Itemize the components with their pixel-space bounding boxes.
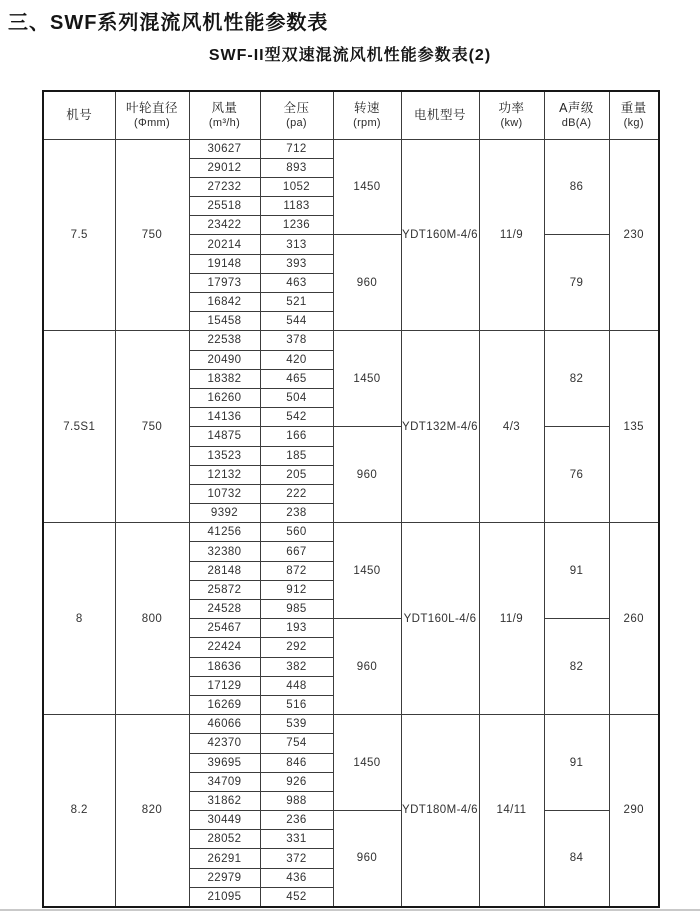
airflow-cell: 29012 [189,158,260,177]
noise-level-cell: 84 [544,811,609,907]
page-edge-shadow [0,909,700,911]
airflow-cell: 20214 [189,235,260,254]
airflow-cell: 20490 [189,350,260,369]
impeller-diameter-cell: 820 [115,715,189,907]
impeller-diameter-cell: 750 [115,139,189,331]
airflow-cell: 25467 [189,619,260,638]
header-label: 叶轮直径 [125,101,178,116]
airflow-cell: 21095 [189,887,260,906]
noise-level-cell: 76 [544,427,609,523]
total-pressure-cell: 382 [260,657,333,676]
header-label: 机号 [66,108,93,123]
airflow-cell: 41256 [189,523,260,542]
total-pressure-cell: 667 [260,542,333,561]
header-row [43,91,659,139]
total-pressure-cell: 1236 [260,216,333,235]
motor-model-cell: YDT160L-4/6 [401,523,479,715]
header-airflow [189,91,260,139]
header-power [479,91,544,139]
header-label: 全压 [283,101,310,116]
total-pressure-cell: 452 [260,887,333,906]
header-unit: (rpm) [353,117,381,130]
total-pressure-cell: 420 [260,350,333,369]
airflow-cell: 15458 [189,312,260,331]
power-cell: 14/11 [479,715,544,907]
motor-model-cell: YDT180M-4/6 [401,715,479,907]
total-pressure-cell: 166 [260,427,333,446]
total-pressure-cell: 393 [260,254,333,273]
header-speed [333,91,401,139]
header-label: 风量 [211,101,238,116]
model-cell: 8 [43,523,115,715]
header-model [43,91,115,139]
airflow-cell: 19148 [189,254,260,273]
table-row [43,331,659,350]
weight-cell: 260 [609,523,659,715]
total-pressure-cell: 448 [260,676,333,695]
total-pressure-cell: 436 [260,868,333,887]
airflow-cell: 22979 [189,868,260,887]
weight-cell: 135 [609,331,659,523]
speed-cell: 1450 [333,523,401,619]
airflow-cell: 14875 [189,427,260,446]
speed-cell: 960 [333,235,401,331]
fan-performance-table [42,90,660,908]
table-row [43,523,659,542]
total-pressure-cell: 985 [260,600,333,619]
total-pressure-cell: 313 [260,235,333,254]
airflow-cell: 28052 [189,830,260,849]
airflow-cell: 22538 [189,331,260,350]
airflow-cell: 39695 [189,753,260,772]
weight-cell: 230 [609,139,659,331]
speed-cell: 960 [333,811,401,907]
total-pressure-cell: 504 [260,388,333,407]
noise-level-cell: 91 [544,715,609,811]
table-row [43,715,659,734]
header-unit: (Φmm) [134,117,170,130]
impeller-diameter-cell: 800 [115,523,189,715]
airflow-cell: 24528 [189,600,260,619]
header-total-pressure [260,91,333,139]
header-label: 转速 [353,101,380,116]
total-pressure-cell: 1183 [260,197,333,216]
total-pressure-cell: 331 [260,830,333,849]
header-unit: (pa) [286,117,307,130]
noise-level-cell: 79 [544,235,609,331]
airflow-cell: 17129 [189,676,260,695]
total-pressure-cell: 463 [260,273,333,292]
total-pressure-cell: 542 [260,408,333,427]
noise-level-cell: 82 [544,619,609,715]
total-pressure-cell: 378 [260,331,333,350]
airflow-cell: 25518 [189,197,260,216]
speed-cell: 960 [333,427,401,523]
airflow-cell: 32380 [189,542,260,561]
airflow-cell: 28148 [189,561,260,580]
header-impeller-diameter [115,91,189,139]
total-pressure-cell: 893 [260,158,333,177]
airflow-cell: 9392 [189,504,260,523]
airflow-cell: 16269 [189,695,260,714]
total-pressure-cell: 846 [260,753,333,772]
total-pressure-cell: 872 [260,561,333,580]
model-cell: 7.5 [43,139,115,331]
speed-cell: 1450 [333,715,401,811]
header-unit: (kw) [500,117,523,130]
model-cell: 7.5S1 [43,331,115,523]
noise-level-cell: 91 [544,523,609,619]
table-row [43,139,659,158]
airflow-cell: 10732 [189,484,260,503]
header-label: 电机型号 [413,108,466,123]
power-cell: 11/9 [479,139,544,331]
total-pressure-cell: 544 [260,312,333,331]
total-pressure-cell: 1052 [260,177,333,196]
total-pressure-cell: 539 [260,715,333,734]
total-pressure-cell: 912 [260,580,333,599]
airflow-cell: 46066 [189,715,260,734]
airflow-cell: 18636 [189,657,260,676]
motor-model-cell: YDT160M-4/6 [401,139,479,331]
total-pressure-cell: 560 [260,523,333,542]
noise-level-cell: 82 [544,331,609,427]
airflow-cell: 13523 [189,446,260,465]
airflow-cell: 30449 [189,811,260,830]
airflow-cell: 22424 [189,638,260,657]
speed-cell: 1450 [333,331,401,427]
page-title: 三、SWF系列混流风机性能参数表 [8,12,329,34]
total-pressure-cell: 238 [260,504,333,523]
header-weight [609,91,659,139]
total-pressure-cell: 193 [260,619,333,638]
total-pressure-cell: 754 [260,734,333,753]
airflow-cell: 12132 [189,465,260,484]
airflow-cell: 17973 [189,273,260,292]
airflow-cell: 14136 [189,408,260,427]
airflow-cell: 16842 [189,293,260,312]
total-pressure-cell: 926 [260,772,333,791]
total-pressure-cell: 236 [260,811,333,830]
total-pressure-cell: 465 [260,369,333,388]
airflow-cell: 23422 [189,216,260,235]
weight-cell: 290 [609,715,659,907]
total-pressure-cell: 292 [260,638,333,657]
airflow-cell: 18382 [189,369,260,388]
airflow-cell: 30627 [189,139,260,158]
total-pressure-cell: 516 [260,695,333,714]
header-noise-level [544,91,609,139]
airflow-cell: 31862 [189,791,260,810]
model-cell: 8.2 [43,715,115,907]
total-pressure-cell: 372 [260,849,333,868]
airflow-cell: 16260 [189,388,260,407]
airflow-cell: 42370 [189,734,260,753]
airflow-cell: 34709 [189,772,260,791]
total-pressure-cell: 185 [260,446,333,465]
header-label: A声级 [559,101,594,116]
header-unit: dB(A) [561,117,592,130]
total-pressure-cell: 222 [260,484,333,503]
header-motor-model [401,91,479,139]
impeller-diameter-cell: 750 [115,331,189,523]
header-unit: (m³/h) [208,117,241,130]
airflow-cell: 27232 [189,177,260,196]
airflow-cell: 26291 [189,849,260,868]
header-label: 功率 [498,101,525,116]
motor-model-cell: YDT132M-4/6 [401,331,479,523]
header-unit: (kg) [623,117,644,130]
speed-cell: 1450 [333,139,401,235]
total-pressure-cell: 988 [260,791,333,810]
power-cell: 4/3 [479,331,544,523]
noise-level-cell: 86 [544,139,609,235]
power-cell: 11/9 [479,523,544,715]
airflow-cell: 25872 [189,580,260,599]
total-pressure-cell: 712 [260,139,333,158]
table-subtitle: SWF-II型双速混流风机性能参数表(2) [208,47,492,64]
total-pressure-cell: 521 [260,293,333,312]
total-pressure-cell: 205 [260,465,333,484]
speed-cell: 960 [333,619,401,715]
header-label: 重量 [620,101,647,116]
